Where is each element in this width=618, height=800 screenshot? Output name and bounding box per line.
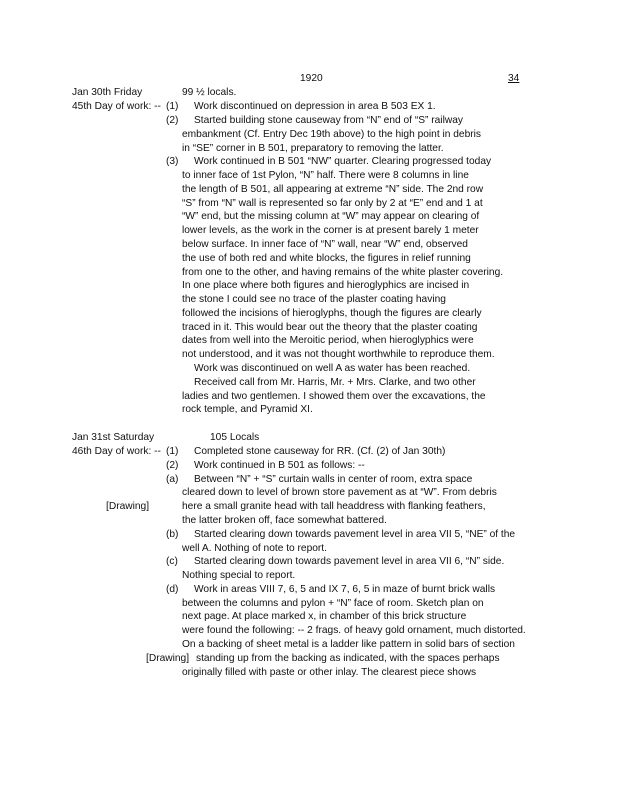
entry-line: In one place where both figures and hieroglyphics are incised in (182, 280, 470, 291)
item-marker: (a) (166, 474, 179, 485)
entry-line: Started building stone causeway from “N” end of “S” railway (194, 115, 463, 126)
entry-line: here a small granite head with tall headdress with flanking feathers, (182, 501, 486, 512)
entry-line: ladies and two gentlemen. I showed them over the excavations, the (182, 391, 486, 402)
item-marker: (3) (166, 156, 179, 167)
entry-line: to inner face of 1st Pylon, “N” half. There were 8 columns in line (182, 170, 469, 181)
item-marker: (1) (166, 446, 179, 457)
entry-line: Started clearing down towards pavement level in area VII 5, “NE” of the (194, 529, 516, 540)
item-marker: (d) (166, 584, 179, 595)
entry-line: rock temple, and Pyramid XI. (182, 404, 313, 415)
entry-line: the latter broken off, face somewhat battered. (182, 515, 387, 526)
entry-line: Between “N” + “S” curtain walls in center of room, extra space (194, 474, 473, 485)
entry-line: Work continued in B 501 “NW” quarter. Clearing progressed today (194, 156, 492, 167)
drawing-note: [Drawing] (146, 653, 190, 664)
entry-line: Completed stone causeway for RR. (Cf. (2) of Jan 30th) (194, 446, 446, 457)
locals-count: 105 Locals (210, 432, 260, 443)
entry-line: embankment (Cf. Entry Dec 19th above) to the high point in debris (182, 129, 481, 140)
page-number: 34 (508, 73, 520, 84)
entry-line: the stone I could see no trace of the plaster coating having (182, 294, 446, 305)
day-of-work-label: 46th Day of work: -- (72, 446, 161, 457)
entry-line: Started clearing down towards pavement level in area VII 6, “N” side. (194, 556, 505, 567)
entry-line: traced in it. This would bear out the theory that the plaster coating (182, 322, 478, 333)
locals-count: 99 ½ locals. (182, 87, 237, 98)
entry-line: lower levels, as the work in the corner is at present barely 1 meter (182, 225, 479, 236)
entry-line: Work in areas VIII 7, 6, 5 and IX 7, 6, 5 in maze of burnt brick walls (194, 584, 496, 595)
entry-line: below surface. In inner face of “N” wall, near “W” end, observed (182, 239, 468, 250)
entry-line: the length of B 501, all appearing at extreme “N” side. The 2nd row (182, 184, 484, 195)
entry-date: Jan 31st Saturday (72, 432, 155, 443)
entry-line: dates from well into the Meroitic period, when hieroglyphics were (182, 335, 474, 346)
entry-line: from one to the other, and having remains of the white plaster covering. (182, 267, 504, 278)
entry-date: Jan 30th Friday (72, 87, 143, 98)
entry-line: Received call from Mr. Harris, Mr. + Mrs. Clarke, and two other (194, 377, 476, 388)
entry-line: the use of both red and white blocks, the figures in relief running (182, 253, 471, 264)
entry-line: followed the incisions of hieroglyphs, though the figures are clearly (182, 308, 482, 319)
entry-line: not understood, and it was not thought worthwhile to reproduce them. (182, 349, 495, 360)
entry-line: in “SE” corner in B 501, preparatory to removing the latter. (182, 143, 444, 154)
year-heading: 1920 (300, 73, 323, 84)
item-marker: (1) (166, 101, 179, 112)
entry-line: well A. Nothing of note to report. (182, 543, 327, 554)
drawing-note: [Drawing] (106, 501, 150, 512)
entry-line: Work continued in B 501 as follows: -- (194, 460, 365, 471)
entry-line: cleared down to level of brown store pavement as at “W”. From debris (182, 487, 497, 498)
item-marker: (c) (166, 556, 178, 567)
entry-line: next page. At place marked x, in chamber of this brick structure (182, 611, 467, 622)
entry-line: “S” from “N” wall is represented so far only by 2 at “E” end and 1 at (182, 198, 483, 209)
entry-line: On a backing of sheet metal is a ladder like pattern in solid bars of section (182, 639, 515, 650)
entry-line: between the columns and pylon + “N” face of room. Sketch plan on (182, 598, 484, 609)
entry-line: Work discontinued on depression in area B 503 EX 1. (194, 101, 436, 112)
entry-line: were found the following: -- 2 frags. of heavy gold ornament, much distorted. (182, 625, 526, 636)
entry-line: originally filled with paste or other inlay. The clearest piece shows (182, 667, 477, 678)
entry-line: Work was discontinued on well A as water has been reached. (194, 363, 471, 374)
day-of-work-label: 45th Day of work: -- (72, 101, 161, 112)
entry-line: standing up from the backing as indicated, with the spaces perhaps (196, 653, 500, 664)
entry-line: “W” end, but the missing column at “W” may appear on clearing of (182, 211, 480, 222)
entry-line: Nothing special to report. (182, 570, 296, 581)
item-marker: (2) (166, 115, 179, 126)
item-marker: (b) (166, 529, 179, 540)
item-marker: (2) (166, 460, 179, 471)
